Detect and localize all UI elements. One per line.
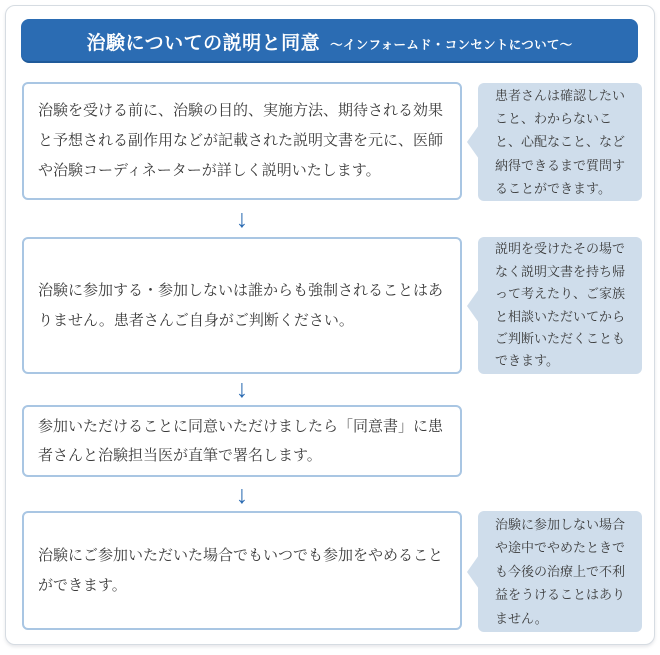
callout-bubble-3 bbox=[478, 511, 642, 632]
callout-bubble-2 bbox=[478, 237, 642, 374]
informed-consent-panel bbox=[5, 5, 655, 645]
flow-step-2 bbox=[22, 237, 462, 374]
callout-1-text: 患者さんは確認したいこと、わからないこと、心配なこと、など納得できるまで質問することができます。 bbox=[495, 88, 626, 196]
page-subtitle: ～インフォームド・コンセントについて～ bbox=[330, 38, 573, 52]
callout-tail-left-icon bbox=[467, 289, 479, 323]
flow-step-3 bbox=[22, 405, 462, 477]
down-arrow-1-icon: ↓ bbox=[235, 205, 249, 233]
down-arrow-3-icon: ↓ bbox=[235, 481, 249, 509]
flow-step-2-text: 治験に参加する・参加しないは誰からも強制されることはありません。患者さんご自身がご判断ください。 bbox=[38, 281, 444, 329]
callout-2-text: 説明を受けたその場でなく説明文書を持ち帰って考えたり、ご家族と相談いただいてからご判断いただくこともできます。 bbox=[495, 241, 626, 369]
flow-step-4 bbox=[22, 511, 462, 630]
callout-bubble-1 bbox=[478, 83, 642, 201]
callout-3-text: 治験に参加しない場合や途中でやめたときでも今後の治療上で不利益をうけることはありません。 bbox=[495, 517, 626, 626]
callout-tail-left-icon bbox=[467, 125, 479, 159]
page-title: 治験についての説明と同意 bbox=[86, 33, 321, 54]
flow-step-3-text: 参加いただけることに同意いただけましたら「同意書」に患者さんと治験担当医が直筆で署名します。 bbox=[38, 417, 444, 464]
header-banner bbox=[21, 19, 638, 63]
callout-tail-left-icon bbox=[467, 555, 479, 589]
flow-step-1-text: 治験を受ける前に、治験の目的、実施方法、期待される効果と予想される副作用などが記載された説明文書を元に、医師や治験コーディネーターが詳しく説明いたします。 bbox=[38, 102, 444, 179]
flow-step-1 bbox=[22, 82, 462, 200]
down-arrow-2-icon: ↓ bbox=[235, 375, 249, 403]
flow-step-4-text: 治験にご参加いただいた場合でもいつでも参加をやめることができます。 bbox=[38, 546, 444, 594]
